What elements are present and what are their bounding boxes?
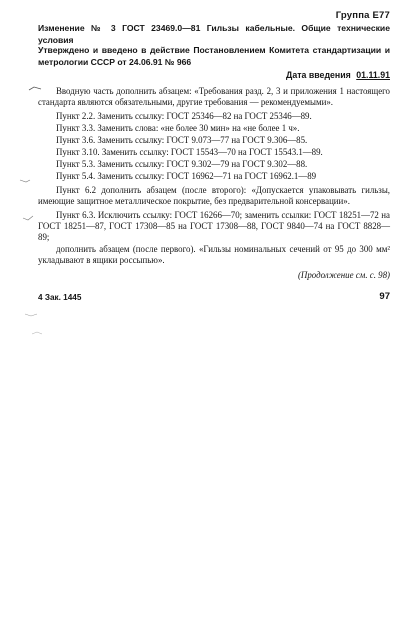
- effective-date-value: 01.11.91: [356, 70, 390, 80]
- paragraph-item: Пункт 6.3. Исключить ссылку: ГОСТ 16266—70; заменить ссылки: ГОСТ 18251—72 на ГОСТ 18251—87, ГОСТ 17308—85 на ГОСТ 17308—88, ГОСТ 9840—74 на ГОСТ 8828—89;: [38, 210, 390, 242]
- paragraph-item: Пункт 3.3. Заменить слова: «не более 30 мин» на «не более 1 ч».: [56, 123, 300, 133]
- paragraph-intro: Вводную часть дополнить абзацем: «Требования разд. 2, 3 и приложения 1 настоящего стандарта являются обязательными, другие требования — рекомендуемыми».: [38, 86, 390, 107]
- scan-artifact: [24, 312, 38, 318]
- paragraph-item: дополнить абзацем (после первого). «Гильзы номинальных сечений от 95 до 300 мм² укладывают в ящики россыпью».: [38, 244, 390, 265]
- amendment-body: [38, 86, 390, 269]
- group-label: Группа Е77: [335, 10, 390, 21]
- paragraph-item: Пункт 2.2. Заменить ссылку: ГОСТ 25346—82 на ГОСТ 25346—89.: [56, 111, 312, 121]
- continuation-note: (Продолжение см. с. 98): [297, 270, 390, 280]
- scan-artifact: [22, 215, 36, 221]
- effective-date: [286, 70, 390, 80]
- paragraph-item: Пункт 3.10. Заменить ссылку: ГОСТ 15543—70 на ГОСТ 15543.1—89.: [56, 147, 323, 157]
- paragraph-item: Пункт 6.2 дополнить абзацем (после второго): «Допускается упаковывать гильзы, имеющие защитное металлическое покрытие, без предварительной консервации».: [38, 185, 390, 206]
- paragraph-item: Пункт 3.6. Заменить ссылку: ГОСТ 9.073—77 на ГОСТ 9.306—85.: [56, 135, 308, 145]
- print-order-mark: 4 Зак. 1445: [38, 293, 82, 302]
- scan-artifact: [30, 330, 44, 336]
- effective-date-label: Дата введения: [286, 70, 351, 80]
- scan-artifact: [18, 178, 32, 184]
- scan-artifact: [28, 86, 42, 92]
- paragraph-item: Пункт 5.3. Заменить ссылку: ГОСТ 9.302—79 на ГОСТ 9.302—88.: [56, 159, 308, 169]
- page-number: 97: [379, 291, 390, 302]
- amendment-heading: Изменение № 3 ГОСТ 23469.0—81 Гильзы кабельные. Общие технические условия: [38, 23, 390, 45]
- paragraph-item: Пункт 5.4. Заменить ссылку: ГОСТ 16962—71 на ГОСТ 16962.1—89: [56, 171, 317, 181]
- approval-statement: Утверждено и введено в действие Постановлением Комитета стандартизации и метрологии СССР от 24.06.91 № 966: [38, 45, 390, 67]
